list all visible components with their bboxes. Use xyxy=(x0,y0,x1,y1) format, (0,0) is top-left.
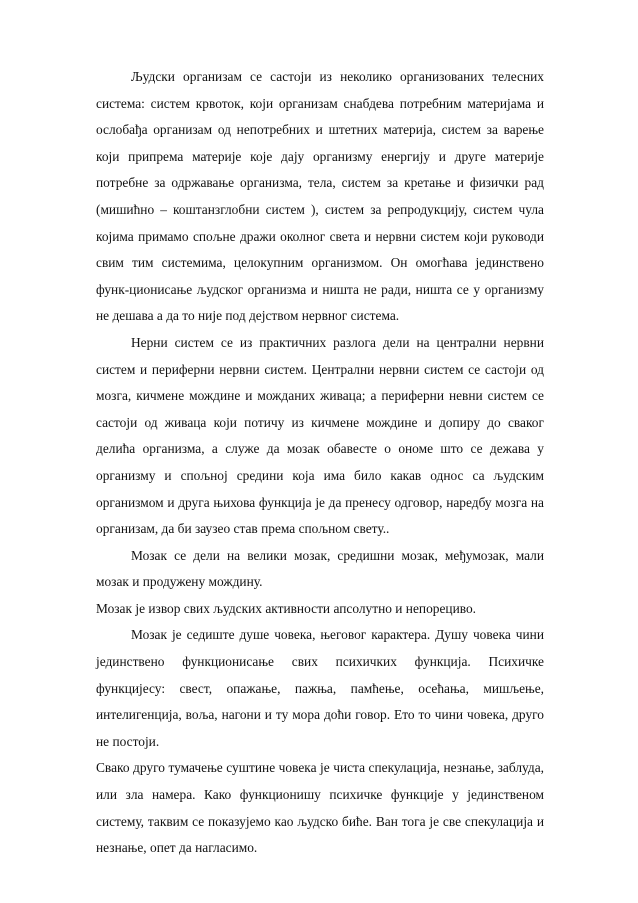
paragraph-nervous-system: Нерни систем се из практичних разлога дели на централни нервни систем и периферни нервни систем. Централни нервни систем се састоји од мозга, кичмене мождине и мождaних живаца; а периферни невни систем се састоји од живаца који потичу из кичмене мождине и допиру до сваког делића организма, а служе да мозак обавесте о ономе што се дежава у организму и спољној средини која има било какав однос са људским организмом и друга њихова функција је да пренесу одговор, наредбу мозга на организам, да би заузео став према спољном свету.. xyxy=(96,334,544,537)
paragraph-human-organism: Људски организам се састоји из неколико организованих телесних система: систем крвоток, који организам снабдева потребним материјама и ослобађа организам од непотребних и штетних материја, систем за варење који припрема материје које дају организму енергију и друге материје потребне за одржавање организма, тела, систем за кретање и физички рад (мишићно – коштанзглобни систем ), систем за репродукцију, систем чула којима примамо спољне дражи околног света и нервни систем који руководи свим тим системима, целокупним организмом. Он омогћава јединствено функ-ционисање људског организма и ништа не ради, ништа се у организму не дешава а да то није под дејством нервног система. xyxy=(96,69,544,324)
paragraph-brain-source: Мозак је извор свих људских активности апсолутно и непорециво. xyxy=(96,600,477,616)
paragraph-soul: Мозак је седиште душе човека, његовог карактера. Душу човека чини јединствено функционисање свих психичких функција. Психичке функцијесу: свест, опажање, пажња, памћење, осећања, мишљење, интелигенција, воља, нагони и ту мора доћи говор. Ето то чини човека, друго не постоји. xyxy=(96,627,544,749)
paragraph-brain-parts: Мозак се дели на велики мозак, средишни мозак, међумозак, мали мозак и продужену мождину. xyxy=(96,547,544,590)
paragraph-conclusion: Свако друго тумачење суштине човека је чиста спекулација, незнање, заблуда, или зла намера. Како функционишу психичке функције у јединственом систему, таквим се показујемо као људско биће. Ван тога је све спекулација и незнање, опет да нагласимо. xyxy=(96,760,544,856)
